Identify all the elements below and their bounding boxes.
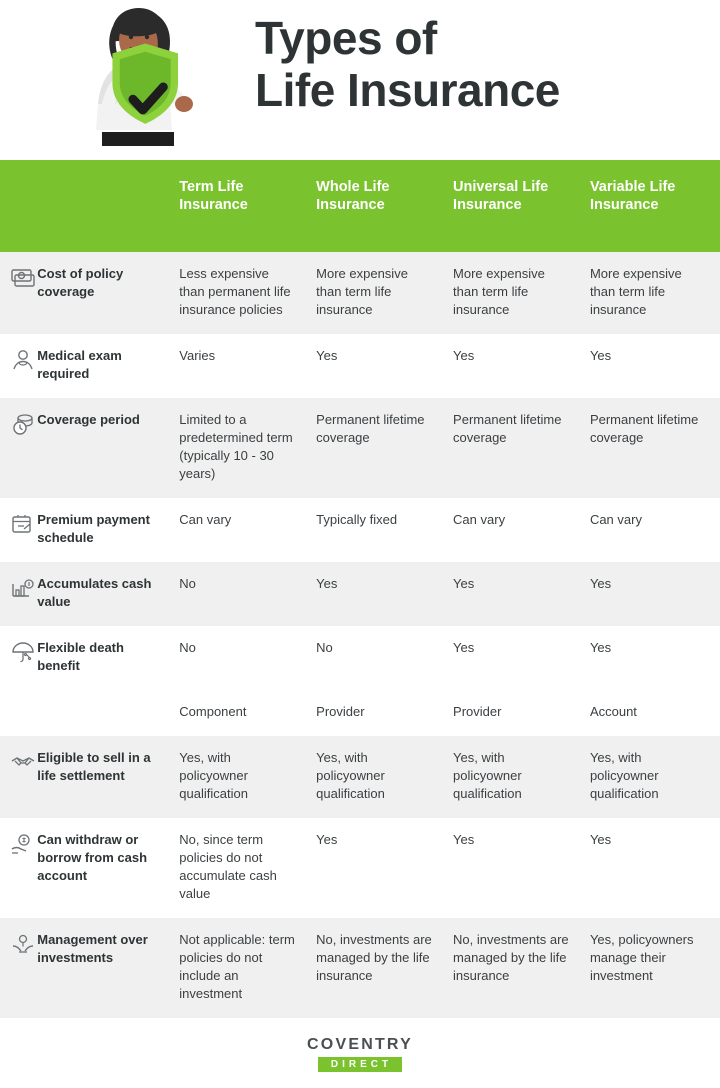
row-label: Eligible to sell in a life settlement	[29, 736, 169, 818]
table-row	[0, 626, 720, 690]
cell-whole: Provider	[306, 690, 443, 736]
table-body	[0, 252, 720, 1018]
cell-universal: Yes	[443, 334, 580, 398]
table-row	[0, 562, 720, 626]
row-label	[29, 690, 169, 736]
title-line-1: Types of	[255, 12, 437, 64]
calendar-payment-icon	[0, 498, 29, 562]
cell-variable: More expensive than term life insurance	[580, 252, 720, 334]
cell-variable: Yes	[580, 334, 720, 398]
column-header-whole-life: Whole Life Insurance	[306, 160, 443, 252]
cell-term: Can vary	[169, 498, 306, 562]
cell-term: Not applicable: term policies do not include an investment	[169, 918, 306, 1018]
row-label: Accumulates cash value	[29, 562, 169, 626]
page-title	[255, 12, 705, 116]
table-row	[0, 918, 720, 1018]
header-feature-spacer	[29, 160, 169, 252]
handshake-icon	[0, 736, 29, 818]
cell-variable: Can vary	[580, 498, 720, 562]
cell-whole: Permanent lifetime coverage	[306, 398, 443, 498]
title-line-2: Life Insurance	[255, 64, 560, 116]
cell-term: Yes, with policyowner qualification	[169, 736, 306, 818]
cell-universal: More expensive than term life insurance	[443, 252, 580, 334]
cell-variable: Yes	[580, 562, 720, 626]
cell-whole: Typically fixed	[306, 498, 443, 562]
comparison-table	[0, 160, 720, 1018]
cell-term: Component	[169, 690, 306, 736]
cell-term: Less expensive than permanent life insurance policies	[169, 252, 306, 334]
cell-whole: Yes	[306, 334, 443, 398]
woman-holding-shield-with-checkmark-icon	[72, 4, 242, 162]
cell-variable: Account	[580, 690, 720, 736]
cell-universal: Permanent lifetime coverage	[443, 398, 580, 498]
cell-whole: Yes	[306, 562, 443, 626]
cell-universal: Yes	[443, 818, 580, 918]
cell-whole: Yes, with policyowner qualification	[306, 736, 443, 818]
row-label: Coverage period	[29, 398, 169, 498]
hand-dollar-icon	[0, 818, 29, 918]
cell-term: Varies	[169, 334, 306, 398]
brand-name: COVENTRY	[307, 1036, 413, 1053]
row-label: Management over investments	[29, 918, 169, 1018]
table-row	[0, 498, 720, 562]
cell-whole: Yes	[306, 818, 443, 918]
cell-universal: Yes, with policyowner qualification	[443, 736, 580, 818]
money-bills-icon	[0, 252, 29, 334]
growth-chart-dollar-icon	[0, 562, 29, 626]
cell-variable: Yes, policyowners manage their investment	[580, 918, 720, 1018]
cell-variable: Yes, with policyowner qualification	[580, 736, 720, 818]
brand-tagline: DIRECT	[318, 1057, 402, 1072]
cell-variable: Yes	[580, 626, 720, 690]
cell-whole: No	[306, 626, 443, 690]
cell-variable: Yes	[580, 818, 720, 918]
cell-universal: Provider	[443, 690, 580, 736]
row-label: Cost of policy coverage	[29, 252, 169, 334]
row-label: Can withdraw or borrow from cash account	[29, 818, 169, 918]
column-header-term-life: Term Life Insurance	[169, 160, 306, 252]
row-label: Medical exam required	[29, 334, 169, 398]
cell-universal: No, investments are managed by the life insurance	[443, 918, 580, 1018]
clock-coins-icon	[0, 398, 29, 498]
cell-term: No, since term policies do not accumulate cash value	[169, 818, 306, 918]
doctor-stethoscope-icon	[0, 334, 29, 398]
cell-universal: Yes	[443, 626, 580, 690]
cell-term: No	[169, 626, 306, 690]
header-icon-spacer	[0, 160, 29, 252]
hands-plant-icon	[0, 918, 29, 1018]
table-row	[0, 818, 720, 918]
table-header-row	[0, 160, 720, 252]
table-row	[0, 252, 720, 334]
footer-logo	[0, 1018, 720, 1088]
table-row	[0, 736, 720, 818]
cell-variable: Permanent lifetime coverage	[580, 398, 720, 498]
row-label: Premium payment schedule	[29, 498, 169, 562]
table-row	[0, 690, 720, 736]
column-header-variable-life: Variable Life Insurance	[580, 160, 720, 252]
row-label: Flexible death benefit	[29, 626, 169, 690]
cell-term: Limited to a predetermined term (typically 10 - 30 years)	[169, 398, 306, 498]
cell-universal: Can vary	[443, 498, 580, 562]
column-header-universal-life: Universal Life Insurance	[443, 160, 580, 252]
table-row	[0, 334, 720, 398]
cell-term: No	[169, 562, 306, 626]
page-header	[0, 0, 720, 160]
row-icon-empty	[0, 690, 29, 736]
table-row	[0, 398, 720, 498]
cell-universal: Yes	[443, 562, 580, 626]
umbrella-percent-icon	[0, 626, 29, 690]
cell-whole: No, investments are managed by the life insurance	[306, 918, 443, 1018]
cell-whole: More expensive than term life insurance	[306, 252, 443, 334]
